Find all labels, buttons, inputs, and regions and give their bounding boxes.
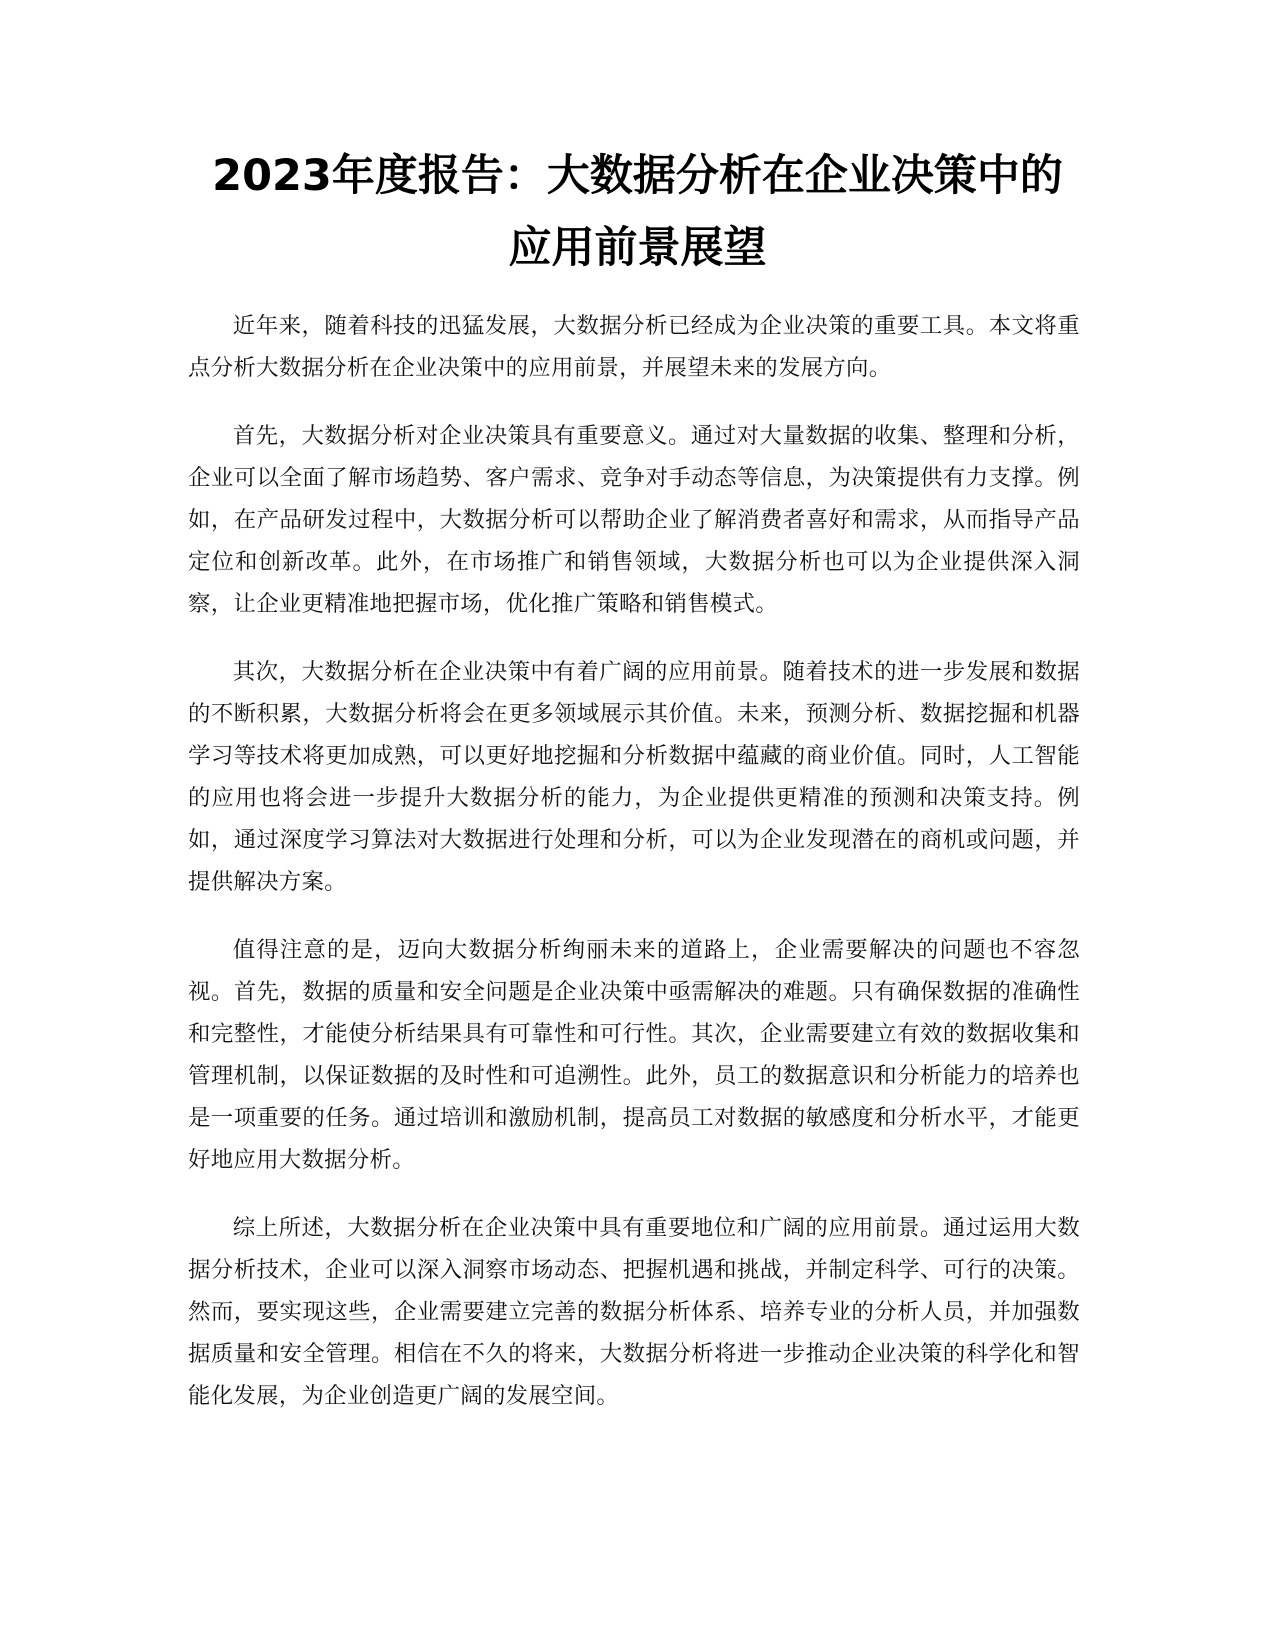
paragraph-intro: 近年来，随着科技的迅猛发展，大数据分析已经成为企业决策的重要工具。本文将重点分析大数据分析在企业决策中的应用前景，并展望未来的发展方向。 — [188, 313, 1080, 381]
document-title — [140, 140, 1135, 284]
paragraph-conclusion: 综上所述，大数据分析在企业决策中具有重要地位和广阔的应用前景。通过运用大数据分析技术，企业可以深入洞察市场动态、把握机遇和挑战，并制定科学、可行的决策。然而，要实现这些，企业需要建立完善的数据分析体系、培养专业的分析人员，并加强数据质量和安全管理。相信在不久的将来，大数据分析将进一步推动企业决策的科学化和智能化发展，为企业创造更广阔的发展空间。 — [188, 1215, 1080, 1409]
title-line-1: 2023年度报告：大数据分析在企业决策中的 — [212, 151, 1063, 201]
paragraph-prospects: 其次，大数据分析在企业决策中有着广阔的应用前景。随着技术的进一步发展和数据的不断积累，大数据分析将会在更多领域展示其价值。未来，预测分析、数据挖掘和机器学习等技术将更加成熟，可以更好地挖掘和分析数据中蕴藏的商业价值。同时，人工智能的应用也将会进一步提升大数据分析的能力，为企业提供更精准的预测和决策支持。例如，通过深度学习算法对大数据进行处理和分析，可以为企业发现潜在的商机或问题，并提供解决方案。 — [188, 659, 1080, 895]
document-body — [188, 305, 1080, 1443]
title-line-2: 应用前景展望 — [508, 223, 767, 273]
paragraph-significance: 首先，大数据分析对企业决策具有重要意义。通过对大量数据的收集、整理和分析，企业可以全面了解市场趋势、客户需求、竞争对手动态等信息，为决策提供有力支撑。例如，在产品研发过程中，大数据分析可以帮助企业了解消费者喜好和需求，从而指导产品定位和创新改革。此外，在市场推广和销售领域，大数据分析也可以为企业提供深入洞察，让企业更精准地把握市场，优化推广策略和销售模式。 — [188, 423, 1080, 617]
paragraph-challenges: 值得注意的是，迈向大数据分析绚丽未来的道路上，企业需要解决的问题也不容忽视。首先，数据的质量和安全问题是企业决策中亟需解决的难题。只有确保数据的准确性和完整性，才能使分析结果具有可靠性和可行性。其次，企业需要建立有效的数据收集和管理机制，以保证数据的及时性和可追溯性。此外，员工的数据意识和分析能力的培养也是一项重要的任务。通过培训和激励机制，提高员工对数据的敏感度和分析水平，才能更好地应用大数据分析。 — [188, 937, 1080, 1173]
